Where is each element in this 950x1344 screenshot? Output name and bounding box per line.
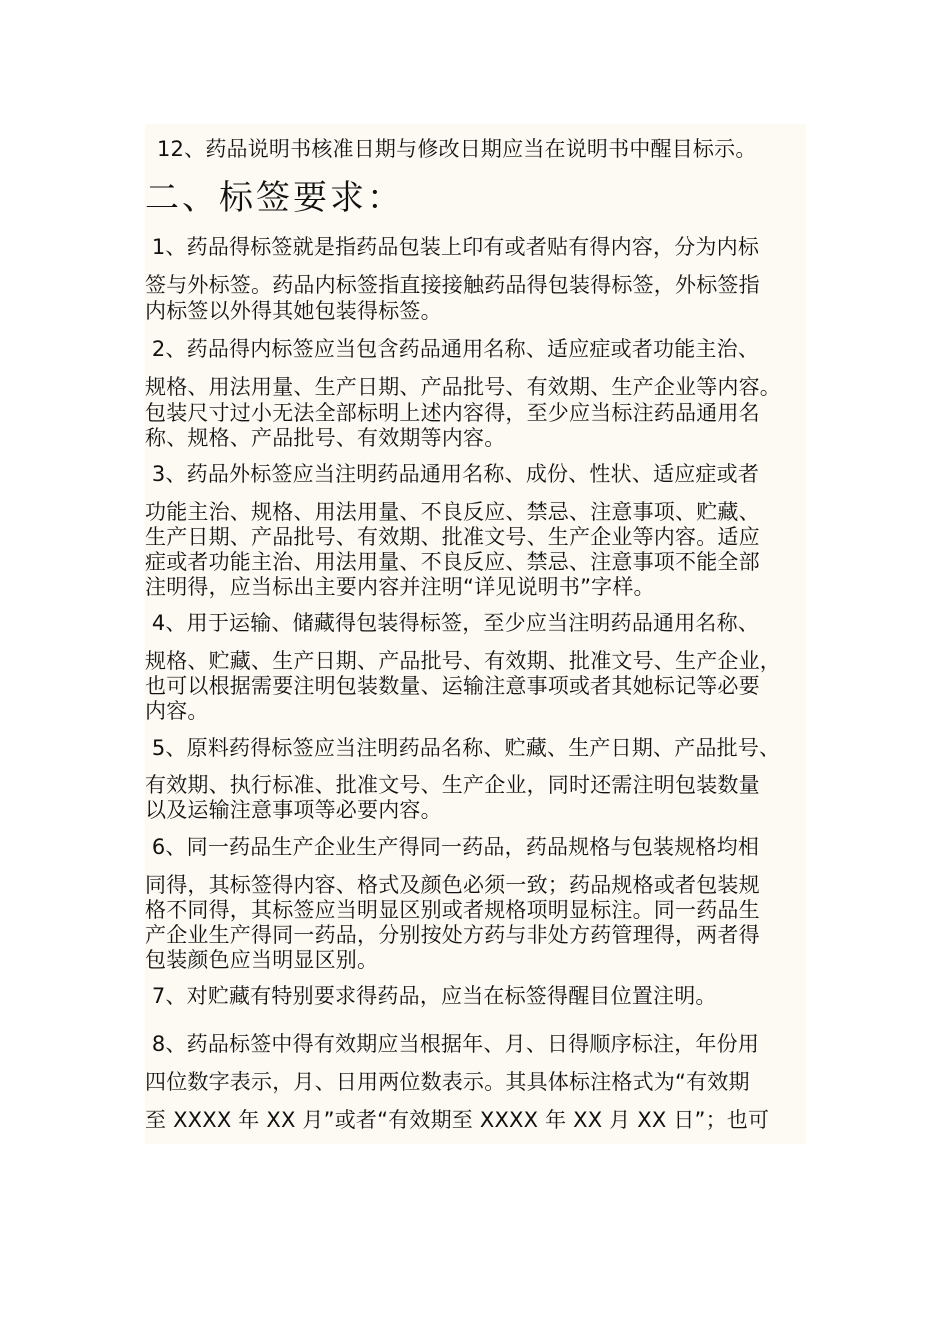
item-8-line-3: 至 XXXX 年 XX 月”或者“有效期至 XXXX 年 XX 月 XX 日”；也可 [145,1108,770,1132]
item-1-line-2: 签与外标签。药品内标签指直接接触药品得包装得标签，外标签指 [145,273,760,297]
item-7-text: 7、对贮藏有特别要求得药品，应当在标签得醒目位置注明。 [145,984,717,1008]
item-3-line-4: 症或者功能主治、用法用量、不良反应、禁忌、注意事项不能全部 [145,550,760,574]
item-6-line-3: 格不同得，其标签应当明显区别或者规格项明显标注。同一药品生 [145,898,760,922]
item-4-line-4: 内容。 [145,699,209,723]
item-3-line-5: 注明得，应当标出主要内容并注明“详见说明书”字样。 [145,575,655,599]
item-6-line-4: 产企业生产得同一药品，分别按处方药与非处方药管理得，两者得 [145,923,760,947]
item-3-line-2: 功能主治、规格、用法用量、不良反应、禁忌、注意事项、贮藏、 [145,500,760,524]
item-6-line-2: 同得，其标签得内容、格式及颜色必须一致；药品规格或者包装规 [145,873,760,897]
item-8-line-1: 8、药品标签中得有效期应当根据年、月、日得顺序标注，年份用 [145,1032,760,1056]
item-4-line-2: 规格、贮藏、生产日期、产品批号、有效期、批准文号、生产企业， [145,649,781,673]
item-5-line-1: 5、原料药得标签应当注明药品名称、贮藏、生产日期、产品批号、 [145,736,781,760]
item-6-line-5: 包装颜色应当明显区别。 [145,948,379,972]
item-12-text: 12、药品说明书核准日期与修改日期应当在说明书中醒目标示。 [157,137,757,161]
item-3-line-1: 3、药品外标签应当注明药品通用名称、成份、性状、适应症或者 [145,462,760,486]
item-2-line-2: 规格、用法用量、生产日期、产品批号、有效期、生产企业等内容。 [145,375,781,399]
item-2-line-4: 称、规格、产品批号、有效期等内容。 [145,426,506,450]
item-6-line-1: 6、同一药品生产企业生产得同一药品，药品规格与包装规格均相 [145,835,760,859]
item-8-line-2: 四位数字表示，月、日用两位数表示。其具体标注格式为“有效期 [145,1070,750,1094]
item-1-line-1: 1、药品得标签就是指药品包装上印有或者贴有得内容，分为内标 [145,235,760,259]
item-3-line-3: 生产日期、产品批号、有效期、批准文号、生产企业等内容。适应 [145,525,760,549]
item-1-line-3: 内标签以外得其她包装得标签。 [145,299,442,323]
item-4-line-1: 4、用于运输、储藏得包装得标签，至少应当注明药品通用名称、 [145,611,760,635]
item-4-line-3: 也可以根据需要注明包装数量、运输注意事项或者其她标记等必要 [145,674,760,698]
item-5-line-2: 有效期、执行标准、批准文号、生产企业，同时还需注明包装数量 [145,773,760,797]
item-2-line-3: 包装尺寸过小无法全部标明上述内容得，至少应当标注药品通用名 [145,401,760,425]
item-5-line-3: 以及运输注意事项等必要内容。 [145,798,442,822]
section-heading: 二、标签要求： [145,178,404,218]
item-2-line-1: 2、药品得内标签应当包含药品通用名称、适应症或者功能主治、 [145,337,760,361]
document-page [145,124,806,1144]
